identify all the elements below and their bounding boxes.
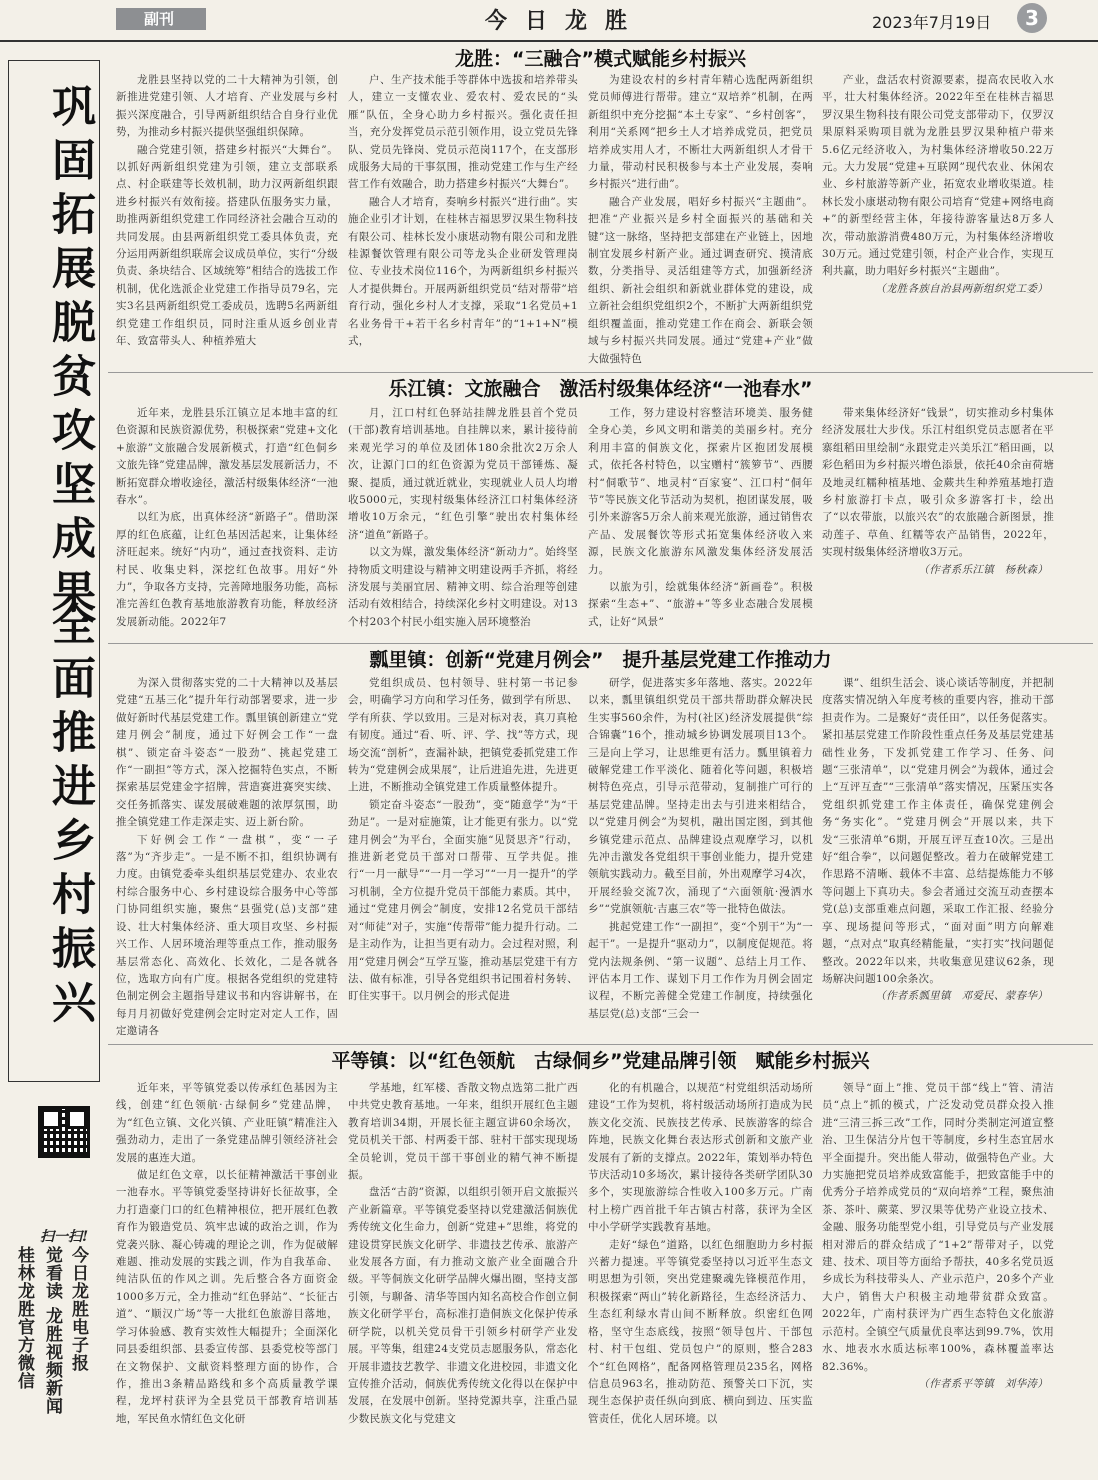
article-paragraph: 近年来，平等镇党委以传承红色基因为主线，创建“红色领航·古绿侗乡”党建品牌，为“红色立镇、文化兴镇、产业旺镇”精准注入强劲动力，走出了一条党建品牌引领经济社会发展的惠连大道。	[116, 1082, 338, 1164]
article-headline: 平等镇：以“红色领航 古绿侗乡”党建品牌引领 赋能乡村振兴	[331, 1050, 870, 1072]
article-column	[588, 405, 813, 643]
article-paragraph: 为建设农村的乡村青年精心选配两新组织党员师傅进行帮带。建立“双培养”机制，在两新组织中充分挖掘“本土专家”、“乡村创客”，利用“关系网”把乡土人才培养成党员，把党员培养成实用人才，不断壮大两新组织人才骨干力量，带动村民积极参与本土产业发展，奏响乡村振兴“进行曲”。	[588, 74, 813, 191]
article-paragraph: 工作，努力建设村容整洁环境美、服务健全身心美，乡风文明和谐美的美丽乡村。充分利用丰富的侗族文化，探索片区抱团发展模式，依托各村特色，以宝赠村“簇箩节”、西腰村“侗歌节”、地灵村“百家宴”、江口村“侗年节”等民族文化节活动为契机，抱团谋发展，吸引外来游客5万余人前来观光旅游，通过销售农产品、发展餐饮等形式拓宽集体经济收入来源，民族文化旅游东风激发集体经济发展活力。	[588, 407, 813, 576]
article-paragraph: 产业，盘活农村资源要素，提高农民收入水平，壮大村集体经济。2022年至在桂林吉福思罗汉果生物科技有限公司党支部带动下，仅罗汉果原料采购项目就为龙胜县罗汉果种植户带来5.6亿元经济收入，为村集体经济增收50.22万元。大力发展“党建+互联网”现代农业、休闲农业、乡村旅游等新产业，拓宽农业增收渠道。桂林长发小康堪动物有限公司培育“党建+网络电商+”的新型经营主体，年接待游客量达8万多人次，带动旅游消费480万元，为村集体经济增收30万元。通过党建引领，村企产业合作，实现互利共赢，助力唱好乡村振兴“主题曲”。	[822, 74, 1054, 278]
article-column	[348, 405, 578, 643]
article-column	[822, 405, 1054, 643]
sidebar-wechat-label: 桂林龙胜官方微信	[14, 1246, 34, 1390]
article-paragraph: 化的有机融合，以规范“村党组织活动场所建设”工作为契机，将村级活动场所打造成为民族文化交流、民族技艺传承、民族游客的综合阵地，民族文化舞台表达形式创新和文旅产业发展有了新的支撑点。2022年，策划举办特色节庆活动10多场次，累计接待各类研学团队30多个，实现旅游综合性收入100多万元。广南村上榜广西首批千年古镇古村落，获评为全区中小学研学实践教育基地。	[588, 1082, 813, 1234]
article-paragraph: 为深入贯彻落实党的二十大精神以及基层党建“五基三化”提升年行动部署要求，进一步做好新时代基层党建工作。瓢里镇创新建立“党建月例会”制度，通过下好例会工作“一盘棋”、锁定奋斗姿态“一股劲”、挑起党建工作“一副担”等方式，深入挖掘特色实点，不断探索基层党建金字招牌，营造赛进赛突实续、交任务抓落实、谋发展破难题的浓厚氛围，助推全镇党建工作走深走实、迈上新台阶。	[116, 677, 338, 829]
article-paragraph: 融合产业发展，唱好乡村振兴“主题曲”。把准“产业振兴是乡村全面振兴的基础和关键”这一脉络，坚持把支部建在产业链上，因地制宜发展乡村新产业。通过调查研究、摸清底数，分类指导、灵活组建等方式，加强新经济组织、新社会组织和新就业群体党的建设，成立新社会组织党组织2个，不断扩大两新组织党组织覆盖面，推动党建工作在商会、新联会领域与乡村振兴共同发展。通过“党建+产业”做大做强特色	[588, 195, 813, 365]
article-headline: 乐江镇：文旅融合 激活村级集体经济“一池春水”	[388, 378, 813, 400]
article-column	[116, 675, 338, 1043]
article-paragraph: 以红为底，出真体经济“新路子”。借助深厚的红色底蕴，让红色基因活起来，让集体经济旺起来。统好“内功”，通过查找资料、走访村民、收集史料，深挖红色故事。用好“外力”，争取各方支持，完善障地服务功能，高标准完善红色教育基地旅游教育功能，释放经济发展新动能。2022年7	[116, 511, 338, 628]
divider	[108, 643, 1093, 644]
article-paragraph: （作者系平等镇 刘华涛）	[918, 1377, 1048, 1390]
article-column	[822, 72, 1054, 372]
article-column	[348, 72, 578, 372]
article-paragraph: 挑起党建工作“一副担”，变“个别干”为“一起干”。一是提升“驱动力”，以制度促规范。将党内法规条例、“第一议题”、总结上月工作、评估本月工作、谋划下月工作作为月例会固定议程，不断完善健全党建工作制度，持续强化基层党(总)支部“三会一	[588, 920, 813, 1020]
article-column	[588, 675, 813, 1043]
divider	[108, 372, 1093, 373]
article-paragraph: （作者系瓢里镇 邓爱民、蒙春华）	[875, 990, 1048, 1003]
article-column	[822, 1080, 1054, 1474]
scan-label: 扫一扫!	[40, 1229, 89, 1245]
masthead	[0, 0, 1098, 42]
sidebar-video-label: 觉看读 龙胜视频新闻	[42, 1246, 62, 1415]
sidebar-title-box	[8, 60, 100, 1082]
article-column	[116, 72, 338, 372]
article-paragraph: 做足红色文章，以长征精神激活干事创业一池春水。平等镇党委坚持讲好长征故事，全力打造豪门口的红色精神根位，把开展红色教育作为锻造党员、筑牢忠诚的政治之训，作为党袭兴脉、凝心铸魂的理论之训，作为促破解难题、推动发展的实践之训，作为自我革命、纯洁队伍的作风之训。先后整合各方面资金1000多万元，全力推动“红色驿站”、“长征古道”、“顺汉广场”等一大批红色旅游目落地，学习体验感、教育实效性大幅提升；全面深化同县委组织部、县委宣传部、县委党校等部门在文物保护、文献资料整理方面的协作，合作，推出3条精品路线和多个高质量教学课程，龙坪村获评为全县党员干部教育培训基地，军民鱼水情红色文化研	[116, 1169, 338, 1425]
article-paragraph: （龙胜各族自治县两新组织党工委）	[875, 282, 1048, 295]
article-headline: 瓢里镇：创新“党建月例会” 提升基层党建工作推动力	[369, 649, 832, 671]
article-paragraph: 党组织成员、包村领导、驻村第一书记参会，明确学习方向和学习任务，做到学有所思、学有所获、学以致用。三是对标对表，真刀真枪有韧度。通过“看、听、评、学、找”等方式，现场交流“剖析”，查漏补缺，把镇党委抓党建工作转为“党建例会成果展”，让后进追先进，先进更上进，不断推动全镇党建工作质量整体提升。	[348, 677, 578, 794]
article-paragraph: 学基地，红军楼、香散文物点选第二批广西中共党史教育基地。一年来，组织开展红色主题教育培训34期，开展长征主题宣讲60余场次，党员机关干部、村两委干部、驻村干部实现现场全员轮训，党员干部干事创业的精气神不断提振。	[348, 1082, 578, 1182]
article-headline: 龙胜：“三融合”模式赋能乡村振兴	[455, 48, 746, 70]
article-paragraph: 下好例会工作“一盘棋”，变“一子落”为“齐步走”。一是不断不扣，组织协调有力度。由镇党委牵头组织基层党建办、农业农村综合服务中心、乡村建设综合服务中心等部门协同组织实施，聚焦“县强党(总)支部”建设、壮大村集体经济、重大项目攻坚、乡村振兴工作、人居环境治理等重点工作，推动服务基层常态化、高效化、长效化，二是各就各位，选取方向有广度。根据各党组织的党建特色制定例会主题指导建议书和内容讲解书，在每月月初做好党建例会定时定对定人工作，固定邀请各	[116, 833, 338, 1038]
divider	[108, 1044, 1093, 1045]
section-tag: 副刊	[116, 8, 206, 30]
article-column	[116, 1080, 338, 1474]
sidebar-title-line1: 巩固拓展脱贫攻坚成果	[44, 83, 95, 623]
article-column	[588, 72, 813, 372]
article-paragraph: 研学，促进落实多年落地、落实。2022年以来，瓢里镇组织党员干部共帮助群众解决民生实事560余件，为村(社区)经济发展提供“综合锦囊”16个，推动城乡协调发展项目13个。三是向上学习，让思维更有活力。瓢里镇着力破解党建工作平淡化、随着化等问题，积极培树特色亮点，引导示范带动，复制推广可行的基层党建品牌。坚持走出去与引进来相结合，以“党建月例会”为契机，融出国定图，到其他乡镇党建示范点、品牌建设点观摩学习，以机先冲击激发各党组织干事创业能力，提升党建领航实践动力。截至目前，外出观摩学习4次，开展经验交流7次，涌现了“六面领航·漫洒水乡”“党旗领航·吉惠三农”等一批特色做法。	[588, 677, 813, 916]
article-paragraph: 近年来，龙胜县乐江镇立足本地丰富的红色资源和民族资源优势，积极探索“党建+文化+旅游”文旅融合发展新模式，打造“红色侗乡 文旅先锋”党建品牌，激发基层发展新活力，不断拓宽群众增收途径，激活村级集体经济“一池春水”。	[116, 407, 349, 507]
sidebar-title-line2: 全面推进乡村振兴	[44, 601, 95, 1033]
issue-date: 2023年7月19日	[872, 13, 992, 32]
page-number: 3	[1017, 3, 1047, 33]
article-paragraph: 领导“面上”推、党员干部“线上”管、清洁员“点上”抓的模式，广泛发动党员群众投入推进“三清三拆三改”工作，同时分类制定河道宣整治、卫生保洁分片包干等制度，乡村生态宜居水平全面提升。突出能人带动，做强特色产业。大力实施把党员培养成致富能手，把致富能手中的优秀分子培养成党员的“双向培养”工程，聚焦油茶、茶叶、蕨菜、罗汉果等优势产业设立技术、金融、服务功能型党小组，引导党员与产业发展相对滞后的群众结成了“1+2”帮带对子，以党建、技术、项目等方面给予帮扶，40多名党员返乡成长为科技带头人、产业示范户，20多个产业大户，销售大户积极主动地带贫群众致富。2022年，广南村获评为广西生态特色文化旅游示范村。全镇空气质量优良率达到99.7%，饮用水、地表水水质达标率100%，森林覆盖率达82.36%。	[822, 1082, 1054, 1373]
article-paragraph: 龙胜县坚持以党的二十大精神为引领，创新推进党建引领、人才培育、产业发展与乡村振兴深度融合，引导两新组织结合自身行业优势，为推动乡村振兴提供坚强组织保障。	[116, 74, 338, 139]
article-column	[116, 405, 349, 643]
article-column	[348, 1080, 578, 1474]
article-paragraph: 带来集体经济好“钱景”，切实推动乡村集体经济发展壮大步伐。乐江村组织党员志愿者在平寨组稻田里绘制“永跟党走兴美乐江”稻田画，以彩色稻田为乡村振兴增色添景，依托40余亩荷塘及地灵红糯种植基地、金蕨共生种养殖基地打造乡村旅游打卡点，吸引众多游客打卡，绘出了“以农带旅，以旅兴农”的农旅融合新图景，推动莲子、草鱼、红糯等农产品销售，2022年，实现村级集体经济增收3万元。	[822, 407, 1054, 559]
article-paragraph: 盘活“古韵”资源，以组织引领开启文旅振兴产业新篇章。平等镇党委坚持以党建激活侗族优秀传统文化生命力，创新“党建+”思维，将党的建设贯穿民族文化研学、非遗技艺传承、旅游产业发展各方面，有力推动文旅产业全面融合升级。平等侗族文化研学品牌火爆出圈，坚持支部引领，与聊备、清华等国内知名高校合作创立侗族文化研学平台，高标准打造侗族文化保护传承研学院，以机关党员骨干引领乡村研学产业发展。平等集，组建24支党员志愿服务队，常态化开展非遗技艺教学、非遗文化进校园，非遗文化宣传推介活动，侗族优秀传统文化得以在保护中发展，在发展中创新。坚持党源共享，注重凸显少数民族文化与党建文	[348, 1186, 578, 1425]
article-paragraph: 户、生产技术能手等群体中选拔和培养带头人，建立一支懂农业、爱农村、爱农民的“头雁”队伍，全身心助力乡村振兴。强化责任担当，充分发挥党员示范引领作用，设立党员先锋队、党员先锋岗、党员示范岗117个，在支部形成服务大局的干事氛围，推动党建工作与生产经营工作有效融合，助力搭建乡村振兴“大舞台”。	[348, 74, 578, 191]
article-column	[348, 675, 578, 1043]
sidebar-epaper-label: 今日龙胜电子报	[68, 1246, 88, 1372]
article-paragraph: 课”、组织生活会、谈心谈话等制度，并把制度落实情况纳入年度考核的重要内容，推动干部担责作为。二是聚好“责任田”，以任务促落实。紧扣基层党建工作阶段性重点任务及基层党建基础性业务，下发抓党建工作学习、任务、问题“三张清单”，以“党建月例会”为载体，通过会上“互评互查”“三张清单”落实情况，压紧压实各党组织抓党建工作主体责任，确保党建例会务“务实化”。“党建月例会”开展以来，共下发“三张清单”6期，开展互评互查10次。三是出好“组合拳”，以问题促整改。着力在破解党建工作思路不清晰、载体不丰富、总结提炼能力不够等问题上下真功夫。参会者通过交流互动查摆本党(总)支部重难点问题，采取工作汇报、经验分享、现场提问等形式，“面对面”明方向解难题，“点对点”取真经精能量，“实打实”找问题促整改。2022年以来，共收集意见建议62条，现场解决问题100余条次。	[822, 677, 1054, 985]
article-paragraph: 融合党建引领，搭建乡村振兴“大舞台”。以抓好两新组织党建为引领，建立支部联系点、村企联建等长效机制，助力汉两新组织跟进乡村振兴有效衔接。搭建队伍服务实力量，助推两新组织党建工作同经济社会融合互动的共同发展。由县两新组织党工委具体负责，充分运用两新组织联席会议成员单位，实行“分级负责、条块结合、区域统筹”相结合的选拔工作机制，优化选派企业党建工作指导员79名，完实3名县两新组织党工委成员，选聘5名两新组织党建工作组织员，同时注重从返乡创业青年、致富带头人、种植养殖大	[116, 143, 338, 348]
article-paragraph: 走好“绿色”道路，以红色细胞助力乡村振兴蓄力提速。平等镇党委坚持以习近平生态文明思想为引领，突出党建聚魂先锋模范作用，积极探索“两山”转化新路径，生态经济活力、生态红利绿水青山间不断释放。织密红色网格，坚守生态底线，按照“领导包片、干部包村、村干包组、党员包户”的原则，整合283个“红色网格”，配备网格管理员235名，网格信息员963名，推动防范、预警关口下沉，实现生态保护责任纵向到底、横向到边、压实监管责任，优化人居环境。以	[588, 1238, 813, 1425]
paper-name: 今日龙胜	[484, 8, 645, 34]
article-paragraph: 锁定奋斗姿态“一股劲”，变“随意学”为“干劲足”。一是对症施策，让才能更有张力。以“党建月例会”为平台，全面实施“见贤思齐”行动，推进新老党员干部对口帮带、互学共促。推行“一月一献导”“一月一学习”“一月一提升”的学习机制，全方位提升党员干部能力素质。其中，通过“党建月例会”制度，安排12名党员干部结对“师徒”对子，实施“传帮带”能力提升行动。二是主动作为，让担当更有动力。会过程对照，利用“党建月例会”互学互鉴，推动基层党建干有方法、做有标准，引导各党组织书记围着村务转、盯住实事干。以月例会的形式促进	[348, 798, 578, 1003]
article-paragraph: （作者系乐江镇 杨秋森）	[918, 563, 1048, 576]
qr-code-icon[interactable]	[38, 1106, 90, 1158]
article-column	[822, 675, 1054, 1043]
article-paragraph: 融合人才培育，奏响乡村振兴“进行曲”。实施企业引才计划，在桂林吉福思罗汉果生物科技有限公司、桂林长发小康堪动物有限公司和龙胜桂源餐饮管理有限公司等龙头企业研发管理岗位、专业技术岗位116个，为两新组织乡村振兴人才提供舞台。开展两新组织党员“结对帮带”培育行动，强化乡村人才支撑，采取“1名党员+1名业务骨干+若干名乡村青年”的“1+1+N”模式，	[348, 195, 578, 348]
article-paragraph: 月，江口村红色驿站挂牌龙胜县首个党员(干部)教育培训基地。自挂牌以来，累计接待前来观光学习的单位及团体180余批次2万余人次，让源门口的红色资源为党员干部锤炼、凝聚、提质，通过就近就业，实现就业人员人均增收5000元，实现村级集体经济江口村集体经济增收10万余元，“红色引擎”驶出农村集体经济“道鱼”新路子。	[348, 407, 578, 541]
article-column	[588, 1080, 813, 1474]
article-paragraph: 以旅为引，绘就集体经济“新画卷”。积极探索“生态+”、“旅游+”等多业态融合发展模式，让好“风景”	[588, 581, 813, 628]
article-paragraph: 以文为媒，激发集体经济“新动力”。始终坚持物质文明建设与精神文明建设两手齐抓，将经济发展与美丽宜居、精神文明、综合治理等创建活动有效相结合，持续深化乡村文明建设。对13个村203个村民小组实施入居环境整治	[348, 546, 578, 628]
